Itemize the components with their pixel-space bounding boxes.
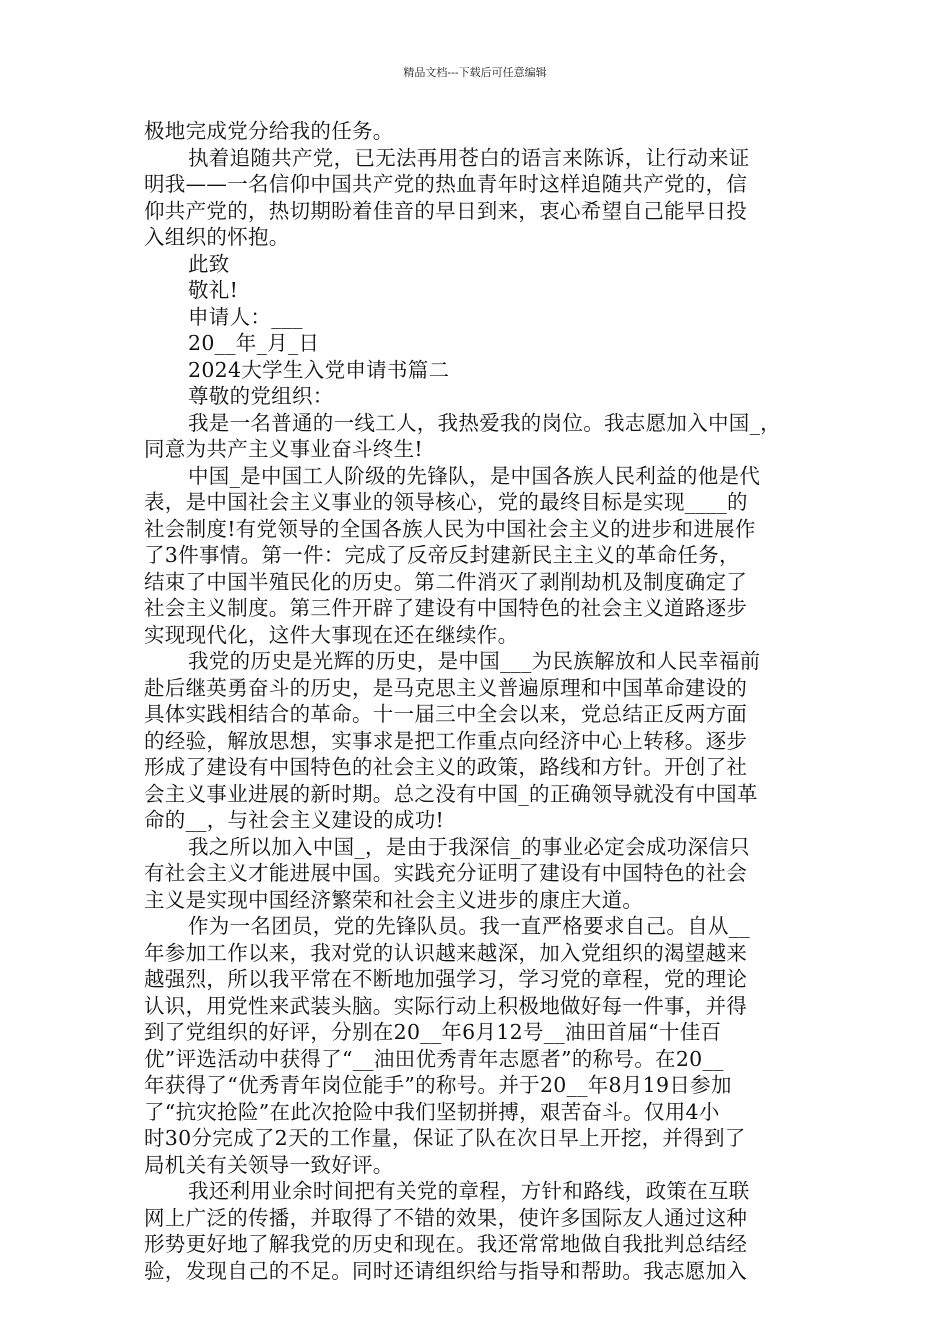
text-line: 具体实践相结合的革命。十一届三中全会以来，党总结正反两方面 <box>144 702 748 726</box>
text-line: 验，发现自己的不足。同时还请组织给与指导和帮助。我志愿加入 <box>144 1258 748 1283</box>
text-line: 我党的历史是光辉的历史，是中国___为民族解放和人民幸福前 <box>188 649 761 673</box>
text-line: 到了党组织的好评，分别在20__年6月12号__油田首届“十佳百 <box>144 1020 722 1044</box>
text-line: 入组织的怀抱。 <box>144 225 290 249</box>
text-line: 社会主义制度。第三件开辟了建设有中国特色的社会主义道路逐步 <box>144 596 748 620</box>
text-line: 实现现代化，这件大事现在还在继续作。 <box>144 622 519 647</box>
text-line: 了3件事情。第一件：完成了反帝反封建新民主主义的革命任务， <box>144 543 740 567</box>
text-line: 认识，用党性来武装头脑。实际行动上积极地做好每一件事，并得 <box>144 993 748 1018</box>
text-line: 仰共产党的，热切期盼着佳音的早日到来，衷心希望自己能早日投 <box>144 198 748 223</box>
text-line: 年参加工作以来，我对党的认识越来越深，加入党组织的渴望越来 <box>144 940 748 965</box>
text-line: 命的__，与社会主义建设的成功! <box>144 808 445 832</box>
text-line: 明我——一名信仰中国共产党的热血青年时这样追随共产党的，信 <box>144 172 748 196</box>
text-line: 优”评选活动中获得了“__油田优秀青年志愿者”的称号。在20__ <box>144 1046 724 1071</box>
text-line: 我是一名普通的一线工人，我热爱我的岗位。我志愿加入中国_， <box>188 410 781 435</box>
text-line: 会主义事业进展的新时期。总之没有中国_的正确领导就没有中国革 <box>144 781 758 806</box>
text-line: 表，是中国社会主义事业的领导核心，党的最终目标是实现____的 <box>144 490 748 514</box>
text-line: 此致 <box>188 251 230 276</box>
text-line: 的经验，解放思想，实事求是把工作重点向经济中心上转移。逐步 <box>144 728 748 753</box>
text-line: 赴后继英勇奋斗的历史，是马克思主义普遍原理和中国革命建设的 <box>144 675 748 700</box>
text-line: 执着追随共产党，已无法再用苍白的语言来陈诉，让行动来证 <box>188 145 750 170</box>
text-line: 2024大学生入党申请书篇二 <box>188 357 450 382</box>
document-body <box>144 118 812 1284</box>
text-line: 有社会主义才能进展中国。实践充分证明了建设有中国特色的社会 <box>144 861 748 885</box>
text-line: 同意为共产主义事业奋斗终生! <box>144 437 423 461</box>
text-line: 中国_是中国工人阶级的先锋队，是中国各族人民利益的他是代 <box>188 463 761 488</box>
text-line: 20__年_月_日 <box>188 331 320 355</box>
text-line: 网上广泛的传播，并取得了不错的效果，使许多国际友人通过这种 <box>144 1205 748 1230</box>
page-header: 精品文档---下载后可任意编辑 <box>403 66 547 79</box>
text-line: 越强烈，所以我平常在不断地加强学习，学习党的章程，党的理论 <box>144 967 748 991</box>
text-line: 尊敬的党组织： <box>188 384 334 408</box>
text-line: 我还利用业余时间把有关党的章程，方针和路线，政策在互联 <box>188 1179 750 1203</box>
text-line: 我之所以加入中国_，是由于我深信_的事业必定会成功深信只 <box>188 834 750 859</box>
text-line: 形势更好地了解我党的历史和现在。我还常常地做自我批判总结经 <box>144 1232 748 1256</box>
text-line: 年获得了“优秀青年岗位能手”的称号。并于20__年8月19日参加 <box>144 1073 732 1097</box>
text-line: 局机关有关领导一致好评。 <box>144 1152 394 1177</box>
text-line: 作为一名团员，党的先锋队员。我一直严格要求自己。自从__ <box>188 914 750 938</box>
text-line: 主义是实现中国经济繁荣和社会主义进步的康庄大道。 <box>144 887 644 912</box>
text-line: 极地完成党分给我的任务。 <box>144 119 394 143</box>
text-line: 结束了中国半殖民化的历史。第二件消灭了剥削劫机及制度确定了 <box>144 569 748 594</box>
text-line: 敬礼! <box>188 278 239 302</box>
text-line: 申请人：___ <box>188 304 303 329</box>
text-line: 社会制度!有党领导的全国各族人民为中国社会主义的进步和进展作 <box>144 516 756 541</box>
text-line: 形成了建设有中国特色的社会主义的政策，路线和方针。开创了社 <box>144 755 748 779</box>
text-line: 时30分完成了2天的工作量，保证了队在次日早上开挖，并得到了 <box>144 1126 746 1150</box>
text-line: 了“抗灾抢险”在此次抢险中我们坚韧拼搏，艰苦奋斗。仅用4小 <box>144 1099 720 1124</box>
